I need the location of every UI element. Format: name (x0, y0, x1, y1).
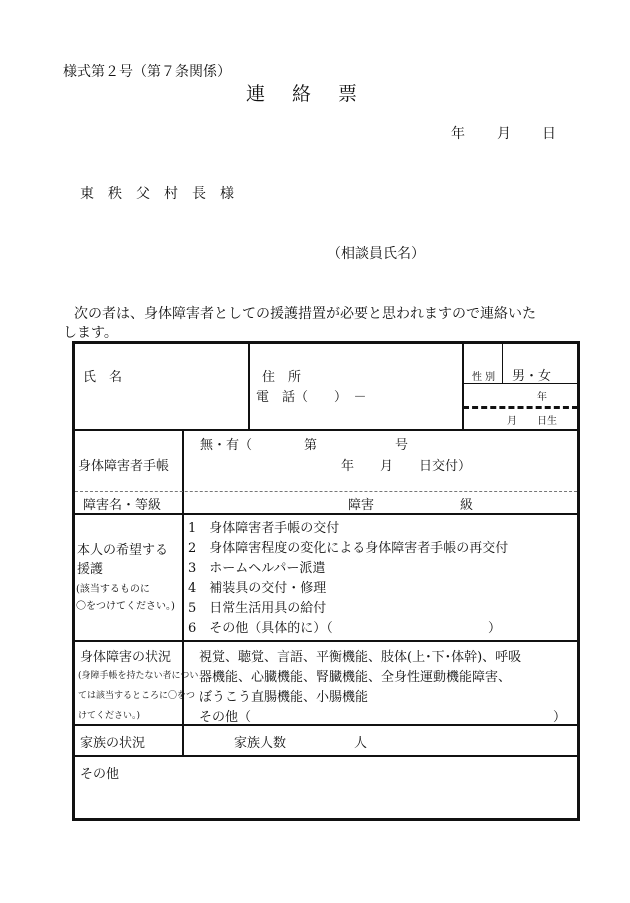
status-line-4-close: ） (553, 710, 567, 725)
grade-value: 級 (460, 498, 474, 513)
status-note-1: (身障手帳を持たない者につい (78, 671, 199, 681)
form-title: 連 絡 票 (246, 83, 362, 105)
family-label: 家族の状況 (80, 736, 146, 751)
date-day: 日 (542, 126, 556, 142)
handbook-label: 身体障害者手帳 (78, 459, 170, 474)
wish-item-2: 2 身体障害程度の変化による身体障害者手帳の再交付 (188, 541, 509, 556)
status-note-3: けてください。) (78, 711, 141, 721)
wish-note-1: (該当するものに (76, 584, 150, 595)
status-line-4: その他（ (199, 710, 252, 725)
status-label: 身体障害の状況 (80, 650, 172, 665)
status-line-2: 器機能、心臓機能、腎臓機能、全身性運動機能障害、 (199, 670, 512, 685)
address-label: 住 所 (262, 370, 302, 385)
disability-name-label: 障害名・等級 (83, 498, 162, 513)
wish-item-4: 4 補装具の交付・修理 (188, 581, 327, 596)
wish-note-2: 〇をつけてください。) (76, 601, 175, 612)
sex-label: 性 別 (472, 372, 496, 383)
handbook-line2: 年 月 日交付） (341, 459, 472, 474)
family-count-label: 家族人数 (234, 736, 287, 751)
family-count-unit: 人 (354, 736, 368, 751)
disability-value: 障害 (348, 498, 375, 513)
status-line-1: 視覚、聴覚、言語、平衡機能、肢体(上･下･体幹)、呼吸 (199, 650, 522, 665)
birth-month-day: 月 日生 (507, 416, 557, 427)
birth-year: 年 (537, 392, 547, 403)
wish-label: 本人の希望する (77, 543, 169, 558)
status-note-2: ては該当するところに〇をつ (78, 691, 196, 701)
name-label: 氏 名 (83, 370, 123, 385)
sex-value: 男・女 (512, 369, 552, 384)
intro-text-line1: 次の者は、身体障害者としての援護措置が必要と思われますので連絡いた (74, 306, 536, 322)
counselor-name-label: （相談員氏名） (327, 246, 425, 262)
wish-item-3: 3 ホームヘルパー派遣 (188, 561, 326, 576)
form-number: 様式第２号（第７条関係） (63, 64, 231, 80)
phone-label: 電 話（ ） － (256, 390, 367, 405)
addressee: 東 秩 父 村 長 様 (80, 186, 234, 202)
wish-label-2: 援護 (77, 562, 104, 577)
handbook-line1: 無・有（ 第 号 (200, 438, 409, 453)
date-year: 年 (451, 126, 465, 142)
date-month: 月 (497, 126, 511, 142)
wish-item-1: 1 身体障害者手帳の交付 (188, 521, 340, 536)
status-line-3: ぼうこう直腸機能、小腸機能 (199, 690, 369, 705)
wish-item-6: 6 その他（具体的に）（ (188, 621, 333, 636)
wish-item-6-close: ） (488, 621, 502, 636)
wish-item-5: 5 日常生活用具の給付 (188, 601, 327, 616)
intro-text-line2: します。 (63, 325, 118, 341)
other-label: その他 (80, 767, 120, 782)
